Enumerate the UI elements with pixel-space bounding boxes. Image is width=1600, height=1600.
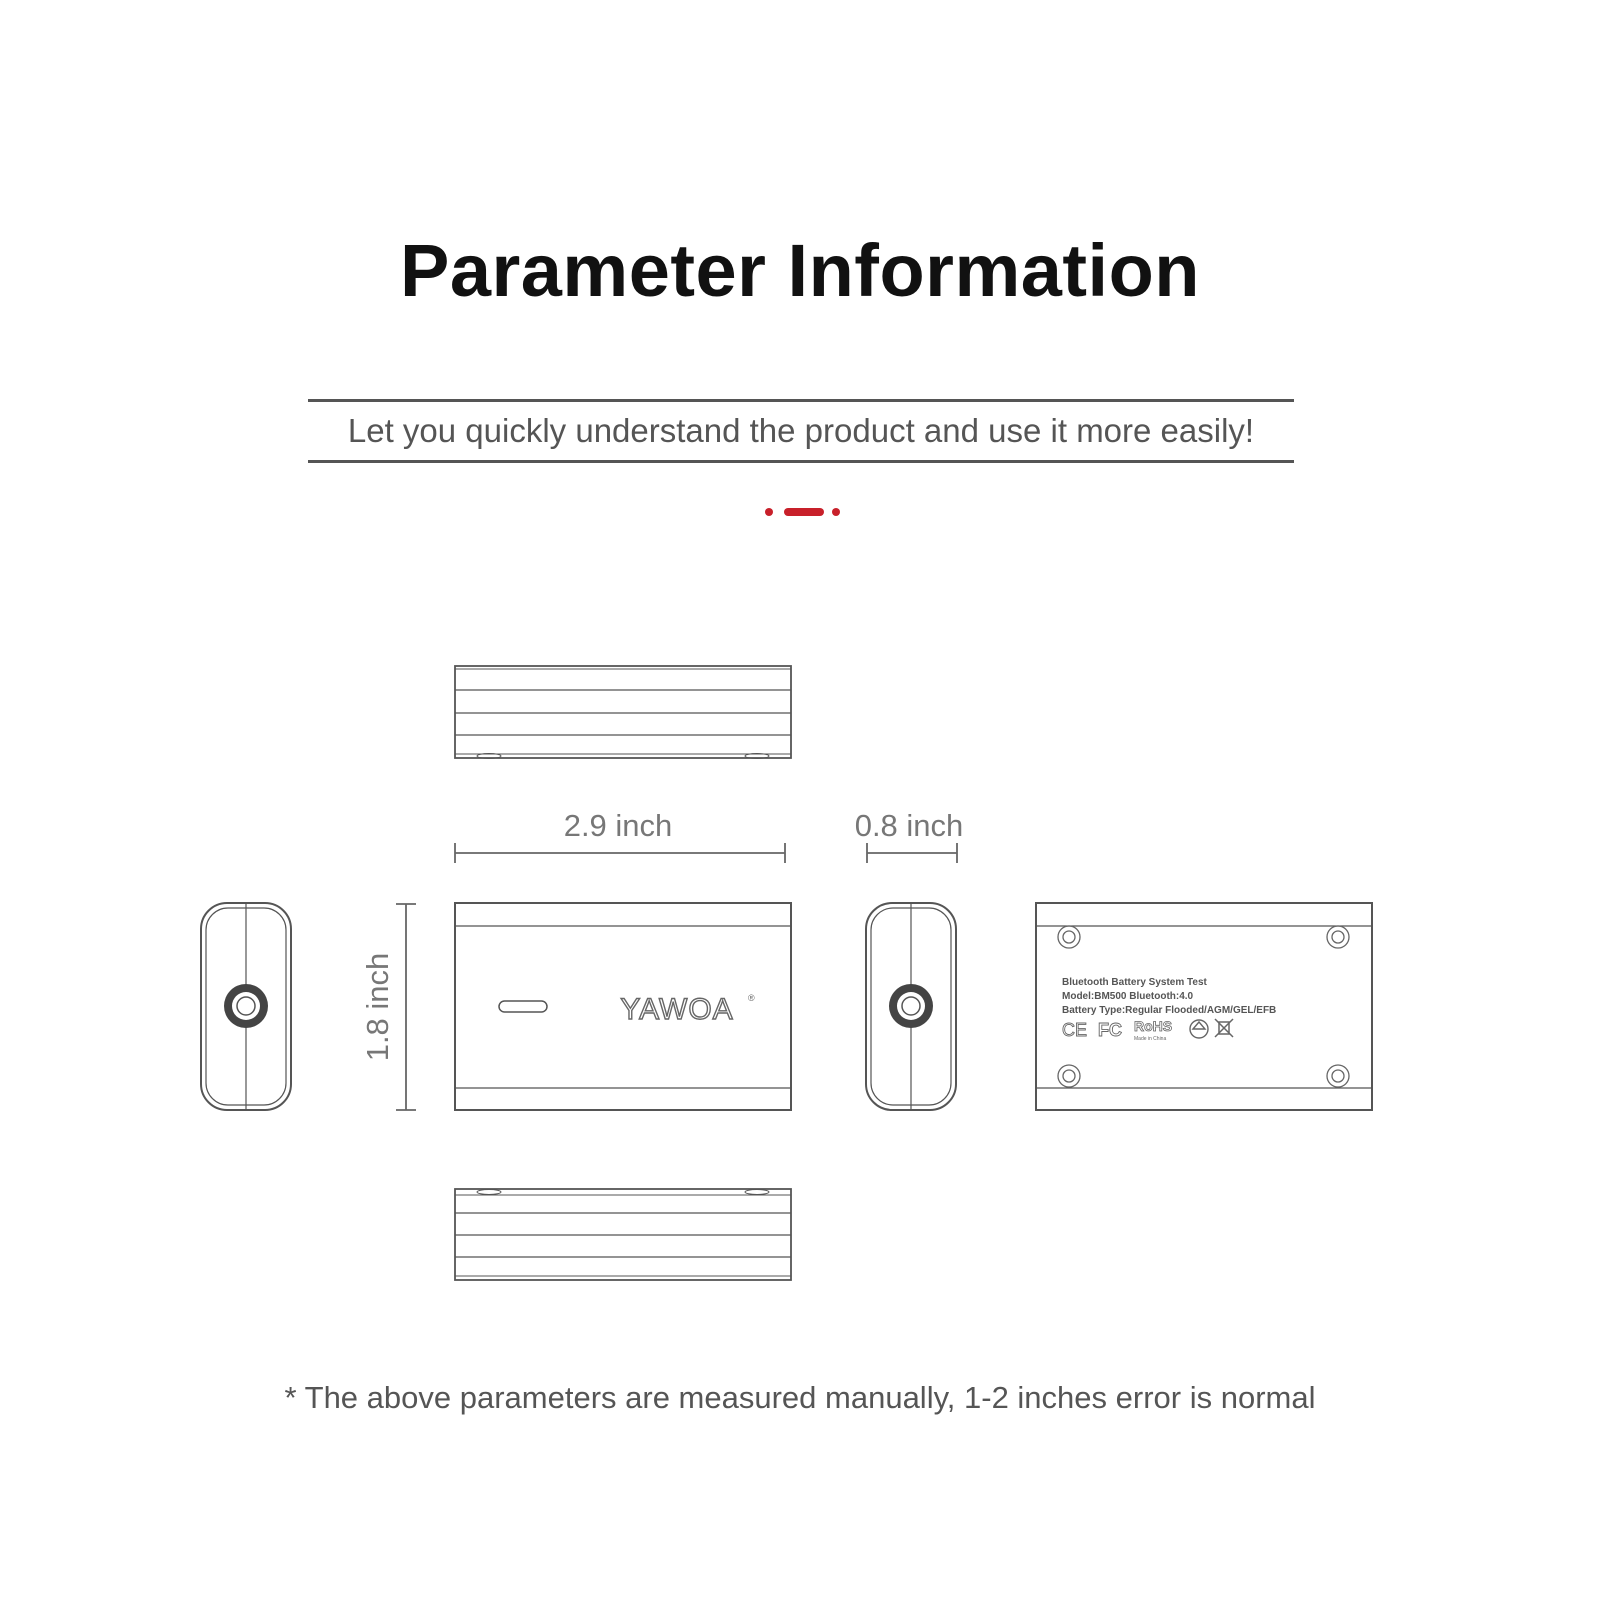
footnote: * The above parameters are measured manually, 1-2 inches error is normal [284, 1380, 1316, 1415]
fcc-mark-icon: FC [1098, 1020, 1122, 1040]
divider-decoration [765, 508, 840, 516]
brand-logo: YAWOA [620, 993, 734, 1026]
registered-mark: ® [748, 993, 755, 1003]
depth-dimension [867, 843, 957, 863]
divider-dot-left [765, 508, 773, 516]
label-line-2: Model:BM500 Bluetooth:4.0 [1062, 991, 1194, 1002]
width-label: 2.9 inch [563, 808, 673, 843]
weee-bin-icon [1215, 1019, 1233, 1037]
bottom-view [455, 1189, 791, 1280]
right-side-view [866, 903, 956, 1110]
recycle-icon [1190, 1020, 1208, 1038]
subtitle: Let you quickly understand the product and use it more easily! [347, 412, 1255, 449]
left-side-view [201, 903, 291, 1110]
indicator-light-icon [499, 1001, 547, 1012]
top-view [455, 666, 791, 759]
page-title: Parameter Information [399, 229, 1201, 312]
width-dimension [455, 843, 785, 863]
label-line-1: Bluetooth Battery System Test [1062, 977, 1207, 988]
rohs-mark-icon: RoHS [1134, 1018, 1173, 1034]
depth-label: 0.8 inch [854, 808, 964, 843]
divider-bar [784, 508, 824, 516]
height-dimension [396, 904, 416, 1110]
made-in-label: Made in China [1134, 1036, 1167, 1042]
label-line-3: Battery Type:Regular Flooded/AGM/GEL/EFB [1062, 1005, 1277, 1016]
divider-dot-right [832, 508, 840, 516]
ce-mark-icon: CE [1062, 1020, 1088, 1040]
height-label: 1.8 inch [360, 952, 395, 1062]
